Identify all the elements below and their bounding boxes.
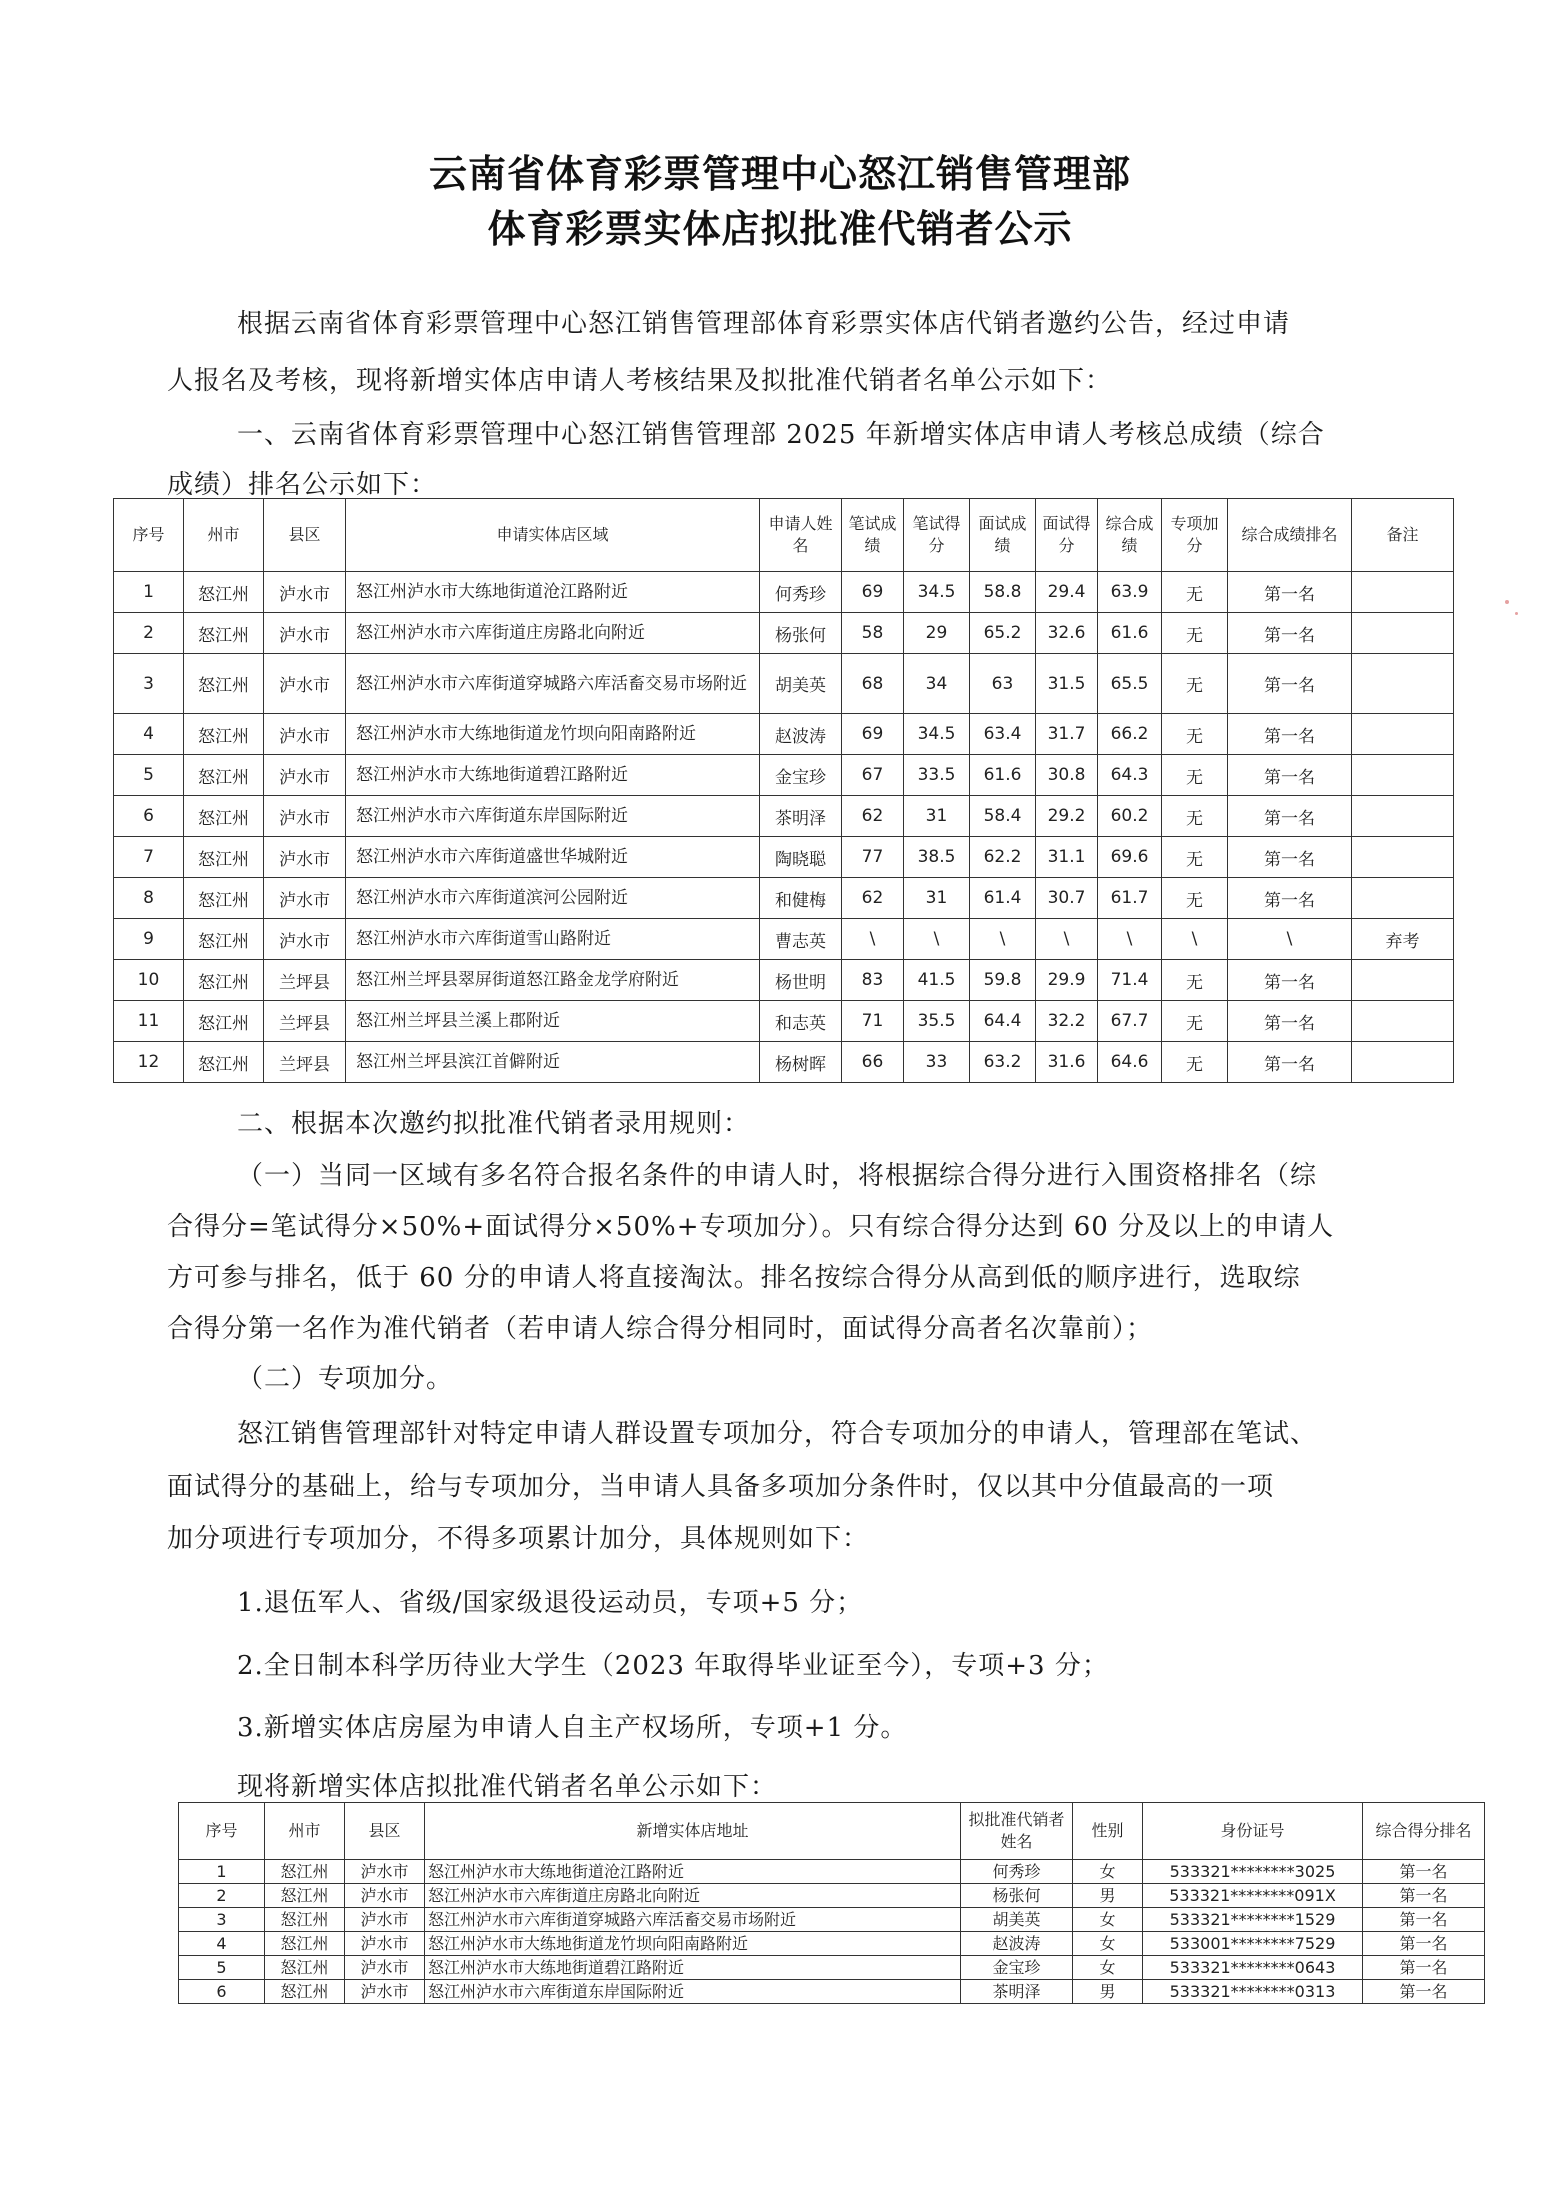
cell-no: 5 — [114, 755, 184, 796]
col-agent-name: 拟批准代销者姓名 — [961, 1803, 1073, 1860]
col-bonus: 专项加分 — [1162, 499, 1228, 572]
bonus-item-3: 3.新增实体店房屋为申请人自主产权场所，专项+1 分。 — [237, 1713, 908, 1743]
cell-gender: 女 — [1073, 1956, 1143, 1980]
cell-address: 怒江州泸水市六库街道穿城路六库活畜交易市场附近 — [425, 1908, 961, 1932]
cell-written-points: 29 — [904, 613, 970, 654]
cell-prefecture: 怒江州 — [184, 755, 264, 796]
cell-applicant: 杨世明 — [760, 960, 842, 1001]
section1-line-2: 成绩）排名公示如下： — [167, 470, 438, 500]
cell-county: 泸水市 — [345, 1884, 425, 1908]
section2-heading: 二、根据本次邀约拟批准代销者录用规则： — [237, 1109, 751, 1139]
cell-area: 怒江州泸水市大练地街道龙竹坝向阳南路附近 — [346, 714, 760, 755]
cell-applicant: 陶晓聪 — [760, 837, 842, 878]
cell-remark: 弃考 — [1352, 919, 1454, 960]
col-no: 序号 — [114, 499, 184, 572]
col-written-score: 笔试成绩 — [842, 499, 904, 572]
cell-total: 60.2 — [1098, 796, 1162, 837]
cell-total: 63.9 — [1098, 572, 1162, 613]
cell-interview-score: 62.2 — [970, 837, 1036, 878]
cell-rank: 第一名 — [1228, 714, 1352, 755]
rule1-line-1: （一）当同一区域有多名符合报名条件的申请人时，将根据综合得分进行入围资格排名（综 — [237, 1161, 1318, 1191]
cell-applicant: 杨张何 — [760, 613, 842, 654]
assessment-results-table — [113, 498, 1454, 1083]
section1-line-1: 一、云南省体育彩票管理中心怒江销售管理部 2025 年新增实体店申请人考核总成绩（综合 — [237, 420, 1325, 450]
table-row — [114, 714, 1454, 755]
cell-remark — [1352, 796, 1454, 837]
col-applicant: 申请人姓名 — [760, 499, 842, 572]
cell-interview-score: 64.4 — [970, 1001, 1036, 1042]
cell-applicant: 赵波涛 — [760, 714, 842, 755]
cell-bonus: 无 — [1162, 1001, 1228, 1042]
cell-area: 怒江州泸水市六库街道庄房路北向附近 — [346, 613, 760, 654]
cell-address: 怒江州泸水市大练地街道龙竹坝向阳南路附近 — [425, 1932, 961, 1956]
cell-bonus: \ — [1162, 919, 1228, 960]
bonus-item-2: 2.全日制本科学历待业大学生（2023 年取得毕业证至今），专项+3 分； — [237, 1651, 1109, 1681]
cell-prefecture: 怒江州 — [265, 1908, 345, 1932]
cell-county: 泸水市 — [264, 613, 346, 654]
cell-county: 兰坪县 — [264, 1001, 346, 1042]
table-row — [179, 1908, 1485, 1932]
table-row — [114, 1042, 1454, 1083]
cell-no: 6 — [114, 796, 184, 837]
cell-no: 3 — [114, 654, 184, 714]
cell-bonus: 无 — [1162, 837, 1228, 878]
cell-applicant: 何秀珍 — [760, 572, 842, 613]
col-remark: 备注 — [1352, 499, 1454, 572]
cell-written-points: 34 — [904, 654, 970, 714]
cell-total: \ — [1098, 919, 1162, 960]
cell-written-points: 31 — [904, 878, 970, 919]
cell-agent-name: 茶明泽 — [961, 1980, 1073, 2004]
cell-prefecture: 怒江州 — [265, 1884, 345, 1908]
cell-remark — [1352, 1001, 1454, 1042]
col-interview-score: 面试成绩 — [970, 499, 1036, 572]
cell-written-points: 33 — [904, 1042, 970, 1083]
cell-written-score: 62 — [842, 796, 904, 837]
cell-remark — [1352, 837, 1454, 878]
cell-gender: 男 — [1073, 1980, 1143, 2004]
cell-interview-points: 31.5 — [1036, 654, 1098, 714]
cell-interview-score: 63.4 — [970, 714, 1036, 755]
cell-interview-score: 65.2 — [970, 613, 1036, 654]
cell-area: 怒江州泸水市六库街道滨河公园附近 — [346, 878, 760, 919]
table-row — [179, 1956, 1485, 1980]
table-row — [179, 1980, 1485, 2004]
cell-no: 12 — [114, 1042, 184, 1083]
cell-rank: 第一名 — [1363, 1956, 1485, 1980]
cell-prefecture: 怒江州 — [184, 960, 264, 1001]
cell-no: 3 — [179, 1908, 265, 1932]
cell-written-score: \ — [842, 919, 904, 960]
cell-written-score: 69 — [842, 572, 904, 613]
cell-interview-points: 31.7 — [1036, 714, 1098, 755]
cell-rank: 第一名 — [1363, 1932, 1485, 1956]
col-prefecture: 州市 — [184, 499, 264, 572]
table-row — [179, 1884, 1485, 1908]
col-total: 综合成绩 — [1098, 499, 1162, 572]
cell-address: 怒江州泸水市大练地街道沧江路附近 — [425, 1860, 961, 1884]
cell-written-score: 69 — [842, 714, 904, 755]
scan-speck — [1505, 600, 1509, 604]
col-written-points: 笔试得分 — [904, 499, 970, 572]
cell-gender: 女 — [1073, 1932, 1143, 1956]
cell-applicant: 金宝珍 — [760, 755, 842, 796]
cell-rank: 第一名 — [1228, 572, 1352, 613]
col-gender: 性别 — [1073, 1803, 1143, 1860]
table-row — [179, 1932, 1485, 1956]
cell-written-score: 83 — [842, 960, 904, 1001]
cell-county: 泸水市 — [345, 1956, 425, 1980]
cell-rank: 第一名 — [1228, 1001, 1352, 1042]
cell-county: 泸水市 — [345, 1908, 425, 1932]
cell-id-number: 533321********091X — [1143, 1884, 1363, 1908]
cell-bonus: 无 — [1162, 796, 1228, 837]
table-row — [114, 755, 1454, 796]
cell-id-number: 533321********0313 — [1143, 1980, 1363, 2004]
cell-agent-name: 何秀珍 — [961, 1860, 1073, 1884]
cell-area: 怒江州泸水市六库街道雪山路附近 — [346, 919, 760, 960]
scan-speck — [1515, 612, 1518, 615]
cell-area: 怒江州泸水市六库街道穿城路六库活畜交易市场附近 — [346, 654, 760, 714]
cell-rank: 第一名 — [1363, 1860, 1485, 1884]
cell-interview-points: 29.4 — [1036, 572, 1098, 613]
bonus-item-1: 1.退伍军人、省级/国家级退役运动员，专项+5 分； — [237, 1588, 864, 1618]
cell-bonus: 无 — [1162, 1042, 1228, 1083]
cell-interview-points: 32.2 — [1036, 1001, 1098, 1042]
cell-county: 泸水市 — [264, 714, 346, 755]
rule1-line-3: 方可参与排名，低于 60 分的申请人将直接淘汰。排名按综合得分从高到低的顺序进行，选取综 — [167, 1263, 1301, 1293]
cell-agent-name: 杨张何 — [961, 1884, 1073, 1908]
cell-written-score: 66 — [842, 1042, 904, 1083]
cell-total: 67.7 — [1098, 1001, 1162, 1042]
cell-remark — [1352, 960, 1454, 1001]
cell-total: 65.5 — [1098, 654, 1162, 714]
cell-area: 怒江州泸水市大练地街道碧江路附近 — [346, 755, 760, 796]
cell-area: 怒江州泸水市六库街道东岸国际附近 — [346, 796, 760, 837]
table-row — [114, 919, 1454, 960]
cell-prefecture: 怒江州 — [184, 572, 264, 613]
cell-interview-points: 32.6 — [1036, 613, 1098, 654]
cell-written-score: 71 — [842, 1001, 904, 1042]
cell-total: 66.2 — [1098, 714, 1162, 755]
cell-bonus: 无 — [1162, 572, 1228, 613]
cell-area: 怒江州兰坪县兰溪上郡附近 — [346, 1001, 760, 1042]
bonus-line-2: 面试得分的基础上，给与专项加分，当申请人具备多项加分条件时，仅以其中分值最高的一项 — [167, 1472, 1275, 1502]
rule1-line-2: 合得分=笔试得分×50%+面试得分×50%+专项加分）。只有综合得分达到 60 分及以上的申请人 — [167, 1212, 1335, 1242]
cell-rank: 第一名 — [1228, 1042, 1352, 1083]
cell-total: 64.3 — [1098, 755, 1162, 796]
cell-prefecture: 怒江州 — [184, 1042, 264, 1083]
cell-remark — [1352, 714, 1454, 755]
cell-prefecture: 怒江州 — [184, 878, 264, 919]
cell-prefecture: 怒江州 — [184, 613, 264, 654]
cell-rank: 第一名 — [1228, 960, 1352, 1001]
cell-bonus: 无 — [1162, 878, 1228, 919]
cell-agent-name: 金宝珍 — [961, 1956, 1073, 1980]
cell-prefecture: 怒江州 — [184, 714, 264, 755]
cell-written-points: 34.5 — [904, 714, 970, 755]
col-prefecture: 州市 — [265, 1803, 345, 1860]
cell-bonus: 无 — [1162, 613, 1228, 654]
cell-county: 泸水市 — [345, 1860, 425, 1884]
cell-gender: 男 — [1073, 1884, 1143, 1908]
cell-interview-score: 59.8 — [970, 960, 1036, 1001]
cell-id-number: 533321********0643 — [1143, 1956, 1363, 1980]
cell-remark — [1352, 755, 1454, 796]
cell-written-score: 77 — [842, 837, 904, 878]
intro-line-1: 根据云南省体育彩票管理中心怒江销售管理部体育彩票实体店代销者邀约公告，经过申请 — [237, 309, 1291, 339]
cell-applicant: 和志英 — [760, 1001, 842, 1042]
table-header-row — [114, 499, 1454, 572]
col-county: 县区 — [345, 1803, 425, 1860]
cell-area: 怒江州兰坪县翠屏街道怒江路金龙学府附近 — [346, 960, 760, 1001]
cell-bonus: 无 — [1162, 755, 1228, 796]
cell-county: 兰坪县 — [264, 960, 346, 1001]
cell-total: 61.6 — [1098, 613, 1162, 654]
cell-prefecture: 怒江州 — [265, 1980, 345, 2004]
cell-remark — [1352, 613, 1454, 654]
cell-written-score: 68 — [842, 654, 904, 714]
cell-rank: 第一名 — [1228, 613, 1352, 654]
cell-interview-points: 29.9 — [1036, 960, 1098, 1001]
cell-rank: 第一名 — [1363, 1980, 1485, 2004]
cell-no: 6 — [179, 1980, 265, 2004]
cell-written-score: 58 — [842, 613, 904, 654]
cell-interview-points: 30.7 — [1036, 878, 1098, 919]
cell-county: 泸水市 — [264, 755, 346, 796]
cell-rank: 第一名 — [1228, 796, 1352, 837]
cell-interview-score: \ — [970, 919, 1036, 960]
cell-written-points: 33.5 — [904, 755, 970, 796]
cell-total: 61.7 — [1098, 878, 1162, 919]
cell-interview-score: 61.6 — [970, 755, 1036, 796]
cell-no: 2 — [114, 613, 184, 654]
cell-county: 泸水市 — [264, 796, 346, 837]
col-rank: 综合成绩排名 — [1228, 499, 1352, 572]
cell-bonus: 无 — [1162, 960, 1228, 1001]
cell-rank: 第一名 — [1228, 654, 1352, 714]
cell-county: 泸水市 — [345, 1980, 425, 2004]
cell-prefecture: 怒江州 — [184, 1001, 264, 1042]
cell-written-points: 41.5 — [904, 960, 970, 1001]
cell-interview-score: 63 — [970, 654, 1036, 714]
table-row — [114, 837, 1454, 878]
cell-interview-points: 31.1 — [1036, 837, 1098, 878]
cell-applicant: 曹志英 — [760, 919, 842, 960]
cell-written-points: 38.5 — [904, 837, 970, 878]
cell-prefecture: 怒江州 — [184, 654, 264, 714]
cell-interview-score: 58.8 — [970, 572, 1036, 613]
cell-no: 4 — [179, 1932, 265, 1956]
cell-written-points: 34.5 — [904, 572, 970, 613]
cell-rank: 第一名 — [1228, 755, 1352, 796]
cell-interview-points: \ — [1036, 919, 1098, 960]
cell-prefecture: 怒江州 — [265, 1860, 345, 1884]
table-row — [114, 796, 1454, 837]
cell-no: 1 — [179, 1860, 265, 1884]
col-county: 县区 — [264, 499, 346, 572]
table-row — [114, 960, 1454, 1001]
cell-county: 泸水市 — [264, 837, 346, 878]
cell-total: 71.4 — [1098, 960, 1162, 1001]
table-row — [114, 878, 1454, 919]
cell-prefecture: 怒江州 — [184, 796, 264, 837]
cell-bonus: 无 — [1162, 654, 1228, 714]
cell-applicant: 胡美英 — [760, 654, 842, 714]
table-row — [114, 654, 1454, 714]
cell-county: 泸水市 — [264, 919, 346, 960]
cell-id-number: 533001********7529 — [1143, 1932, 1363, 1956]
cell-prefecture: 怒江州 — [184, 919, 264, 960]
cell-no: 5 — [179, 1956, 265, 1980]
cell-rank: 第一名 — [1228, 878, 1352, 919]
table-row — [114, 572, 1454, 613]
cell-no: 7 — [114, 837, 184, 878]
cell-written-points: 35.5 — [904, 1001, 970, 1042]
cell-address: 怒江州泸水市六库街道庄房路北向附近 — [425, 1884, 961, 1908]
cell-interview-score: 63.2 — [970, 1042, 1036, 1083]
cell-written-score: 62 — [842, 878, 904, 919]
bonus-line-3: 加分项进行专项加分，不得多项累计加分，具体规则如下： — [167, 1524, 870, 1554]
cell-county: 泸水市 — [264, 878, 346, 919]
cell-total: 69.6 — [1098, 837, 1162, 878]
cell-interview-points: 31.6 — [1036, 1042, 1098, 1083]
cell-gender: 女 — [1073, 1860, 1143, 1884]
cell-agent-name: 赵波涛 — [961, 1932, 1073, 1956]
cell-id-number: 533321********1529 — [1143, 1908, 1363, 1932]
cell-address: 怒江州泸水市六库街道东岸国际附近 — [425, 1980, 961, 2004]
cell-no: 11 — [114, 1001, 184, 1042]
cell-no: 2 — [179, 1884, 265, 1908]
cell-interview-points: 29.2 — [1036, 796, 1098, 837]
cell-no: 10 — [114, 960, 184, 1001]
cell-written-points: \ — [904, 919, 970, 960]
table-row — [179, 1860, 1485, 1884]
cell-written-points: 31 — [904, 796, 970, 837]
cell-no: 9 — [114, 919, 184, 960]
table-header-row — [179, 1803, 1485, 1860]
cell-interview-points: 30.8 — [1036, 755, 1098, 796]
col-no: 序号 — [179, 1803, 265, 1860]
cell-bonus: 无 — [1162, 714, 1228, 755]
page-title-line1: 云南省体育彩票管理中心怒江销售管理部 — [428, 152, 1131, 196]
cell-area: 怒江州兰坪县滨江首僻附近 — [346, 1042, 760, 1083]
table-row — [114, 1001, 1454, 1042]
cell-remark — [1352, 1042, 1454, 1083]
page-title-line2: 体育彩票实体店拟批准代销者公示 — [487, 207, 1073, 251]
table-row — [114, 613, 1454, 654]
cell-agent-name: 胡美英 — [961, 1908, 1073, 1932]
cell-address: 怒江州泸水市大练地街道碧江路附近 — [425, 1956, 961, 1980]
cell-area: 怒江州泸水市大练地街道沧江路附近 — [346, 572, 760, 613]
col-rank: 综合得分排名 — [1363, 1803, 1485, 1860]
col-address: 新增实体店地址 — [425, 1803, 961, 1860]
cell-rank: 第一名 — [1363, 1884, 1485, 1908]
cell-county: 泸水市 — [264, 654, 346, 714]
cell-remark — [1352, 878, 1454, 919]
cell-remark — [1352, 572, 1454, 613]
cell-prefecture: 怒江州 — [184, 837, 264, 878]
col-area: 申请实体店区域 — [346, 499, 760, 572]
col-interview-points: 面试得分 — [1036, 499, 1098, 572]
cell-no: 4 — [114, 714, 184, 755]
cell-rank: 第一名 — [1228, 837, 1352, 878]
col-id-number: 身份证号 — [1143, 1803, 1363, 1860]
bonus-line-1: 怒江销售管理部针对特定申请人群设置专项加分，符合专项加分的申请人，管理部在笔试、 — [237, 1419, 1318, 1449]
cell-county: 泸水市 — [264, 572, 346, 613]
approved-list-intro: 现将新增实体店拟批准代销者名单公示如下： — [237, 1772, 778, 1802]
cell-id-number: 533321********3025 — [1143, 1860, 1363, 1884]
rule1-line-4: 合得分第一名作为准代销者（若申请人综合得分相同时，面试得分高者名次靠前）； — [167, 1314, 1154, 1344]
cell-applicant: 茶明泽 — [760, 796, 842, 837]
rule2-heading: （二）专项加分。 — [237, 1364, 454, 1394]
cell-no: 1 — [114, 572, 184, 613]
cell-prefecture: 怒江州 — [265, 1956, 345, 1980]
cell-prefecture: 怒江州 — [265, 1932, 345, 1956]
cell-rank: \ — [1228, 919, 1352, 960]
cell-total: 64.6 — [1098, 1042, 1162, 1083]
cell-gender: 女 — [1073, 1908, 1143, 1932]
cell-applicant: 杨树晖 — [760, 1042, 842, 1083]
cell-county: 兰坪县 — [264, 1042, 346, 1083]
cell-county: 泸水市 — [345, 1932, 425, 1956]
approved-agents-table — [178, 1802, 1485, 2004]
intro-line-2: 人报名及考核，现将新增实体店申请人考核结果及拟批准代销者名单公示如下： — [167, 366, 1113, 396]
cell-interview-score: 61.4 — [970, 878, 1036, 919]
cell-rank: 第一名 — [1363, 1908, 1485, 1932]
cell-written-score: 67 — [842, 755, 904, 796]
cell-area: 怒江州泸水市六库街道盛世华城附近 — [346, 837, 760, 878]
cell-applicant: 和健梅 — [760, 878, 842, 919]
cell-interview-score: 58.4 — [970, 796, 1036, 837]
cell-remark — [1352, 654, 1454, 714]
cell-no: 8 — [114, 878, 184, 919]
